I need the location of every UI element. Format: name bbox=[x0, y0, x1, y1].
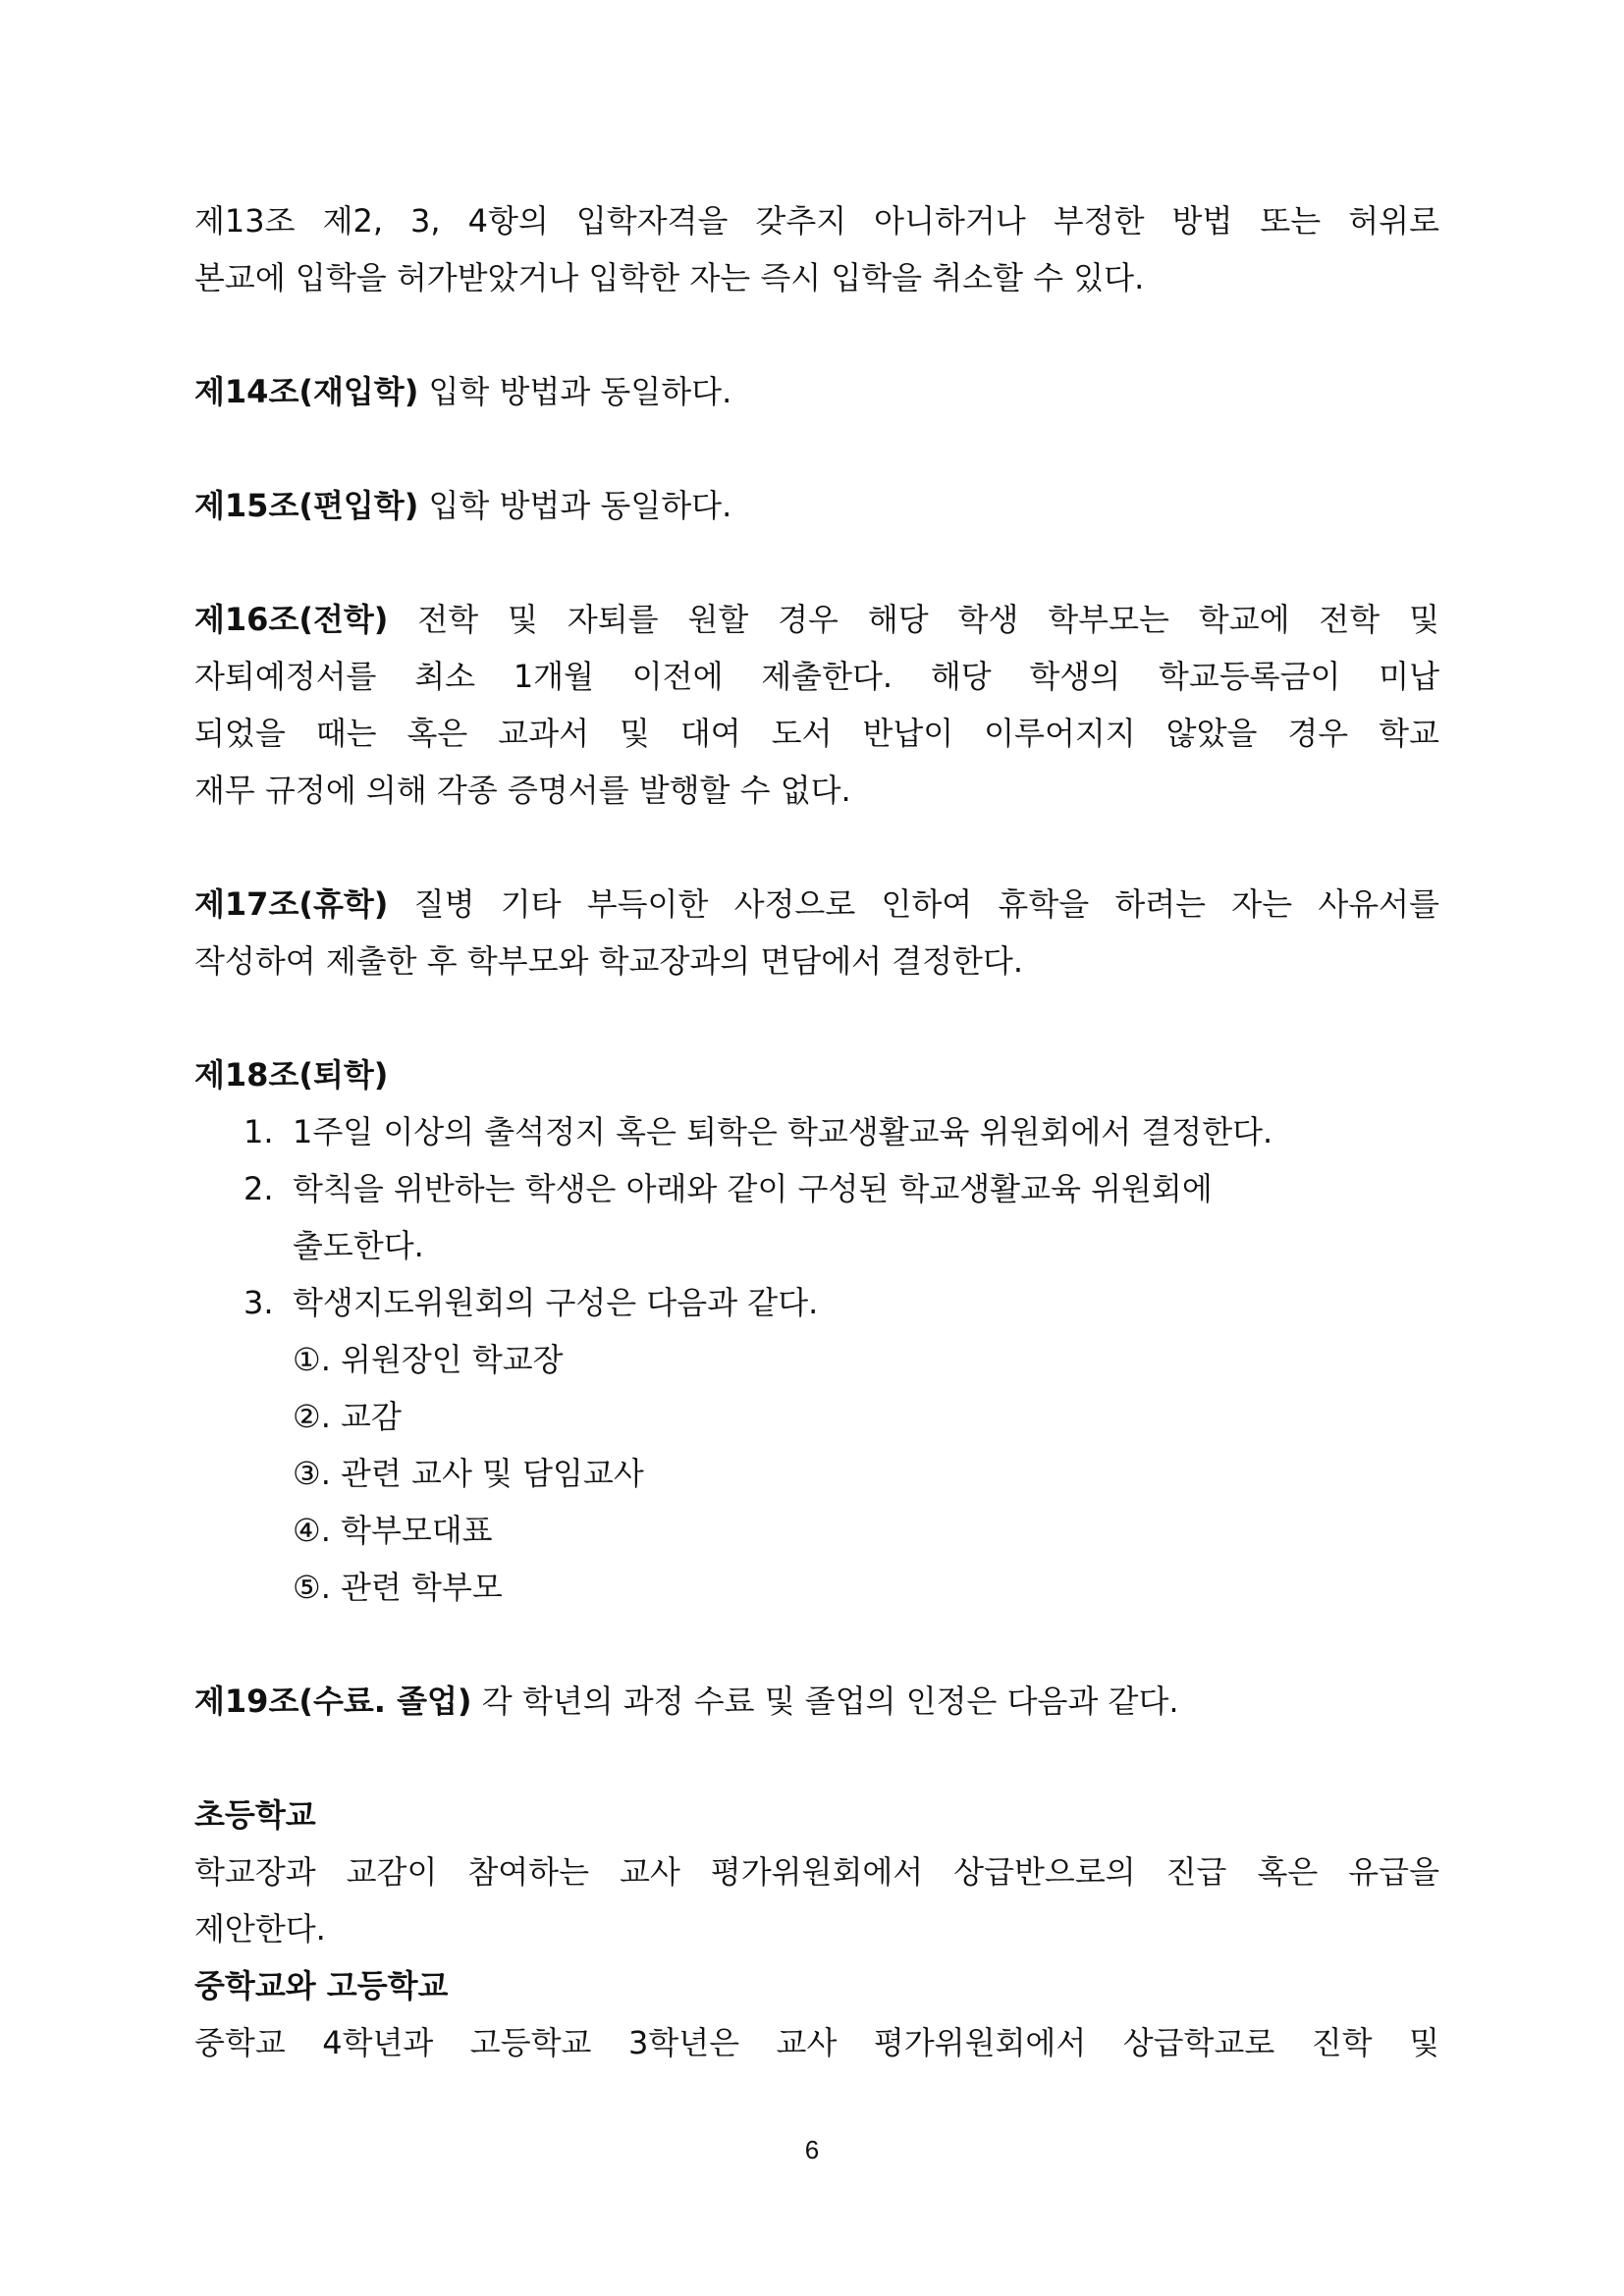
article-16-line-2: 자퇴예정서를 최소 1개월 이전에 제출한다. 해당 학생의 학교등록금이 미납 bbox=[194, 658, 1439, 695]
article-15-text: 입학 방법과 동일하다. bbox=[428, 487, 732, 524]
item-number: 2. bbox=[244, 1170, 274, 1207]
item-number: 3. bbox=[244, 1284, 274, 1321]
secondary-heading: 중학교와 고등학교 bbox=[194, 1967, 449, 2004]
article-18-item-2-continuation: 출도한다. bbox=[293, 1227, 424, 1264]
article-17-line-1 bbox=[194, 876, 1439, 933]
article-18-item-2 bbox=[194, 1160, 1439, 1217]
document-body bbox=[194, 192, 1439, 2071]
committee-member-3: ③. 관련 교사 및 담임교사 bbox=[293, 1455, 644, 1492]
article-18-heading: 제18조(퇴학) bbox=[194, 1056, 389, 1094]
committee-member-2: ②. 교감 bbox=[293, 1398, 402, 1435]
article-13-line-2: 본교에 입학을 허가받았거나 입학한 자는 즉시 입학을 취소할 수 있다. bbox=[194, 259, 1145, 296]
article-16-line-3: 되었을 때는 혹은 교과서 및 대여 도서 반납이 이루어지지 않았을 경우 학교 bbox=[194, 715, 1439, 752]
article-16-heading: 제16조(전학) bbox=[194, 601, 389, 638]
article-14 bbox=[194, 363, 1439, 420]
elementary-line-1: 학교장과 교감이 참여하는 교사 평가위원회에서 상급반으로의 진급 혹은 유급을 bbox=[194, 1853, 1439, 1891]
elementary-line-2: 제안한다. bbox=[194, 1910, 326, 1948]
committee-member-4: ④. 학부모대표 bbox=[293, 1512, 493, 1549]
article-17-heading: 제17조(휴학) bbox=[194, 885, 389, 923]
article-19-heading: 제19조(수료. 졸업) bbox=[194, 1682, 472, 1720]
article-15 bbox=[194, 477, 1439, 534]
committee-member-1: ①. 위원장인 학교장 bbox=[293, 1341, 564, 1378]
item-number: 1. bbox=[244, 1113, 274, 1150]
article-18-item-1 bbox=[194, 1103, 1439, 1160]
item-text: 1주일 이상의 출석정지 혹은 퇴학은 학교생활교육 위원회에서 결정한다. bbox=[293, 1113, 1273, 1150]
elementary-heading: 초등학교 bbox=[194, 1796, 316, 1834]
article-16-line-4: 재무 규정에 의해 각종 증명서를 발행할 수 없다. bbox=[194, 772, 851, 809]
item-text: 학칙을 위반하는 학생은 아래와 같이 구성된 학교생활교육 위원회에 bbox=[293, 1170, 1213, 1207]
article-17-line-2: 작성하여 제출한 후 학부모와 학교장과의 면담에서 결정한다. bbox=[194, 942, 1024, 980]
article-18-item-3 bbox=[194, 1274, 1439, 1331]
committee-member-5: ⑤. 관련 학부모 bbox=[293, 1569, 503, 1606]
article-19-text: 각 학년의 과정 수료 및 졸업의 인정은 다음과 같다. bbox=[481, 1682, 1179, 1720]
article-17-text-1: 질병 기타 부득이한 사정으로 인하여 휴학을 하려는 자는 사유서를 bbox=[413, 885, 1439, 923]
article-13-line-1: 제13조 제2, 3, 4항의 입학자격을 갖추지 아니하거나 부정한 방법 또는 허위로 bbox=[194, 202, 1439, 240]
secondary-line-1: 중학교 4학년과 고등학교 3학년은 교사 평가위원회에서 상급학교로 진학 및 bbox=[194, 2024, 1439, 2061]
article-16-line-1 bbox=[194, 591, 1439, 648]
article-19 bbox=[194, 1673, 1439, 1730]
item-text: 학생지도위원회의 구성은 다음과 같다. bbox=[293, 1284, 819, 1321]
page-number: 6 bbox=[804, 2135, 820, 2164]
article-14-text: 입학 방법과 동일하다. bbox=[428, 373, 732, 410]
article-14-heading: 제14조(재입학) bbox=[194, 373, 419, 410]
article-16-text-1: 전학 및 자퇴를 원할 경우 해당 학생 학부모는 학교에 전학 및 bbox=[417, 601, 1440, 638]
article-15-heading: 제15조(편입학) bbox=[194, 487, 419, 524]
